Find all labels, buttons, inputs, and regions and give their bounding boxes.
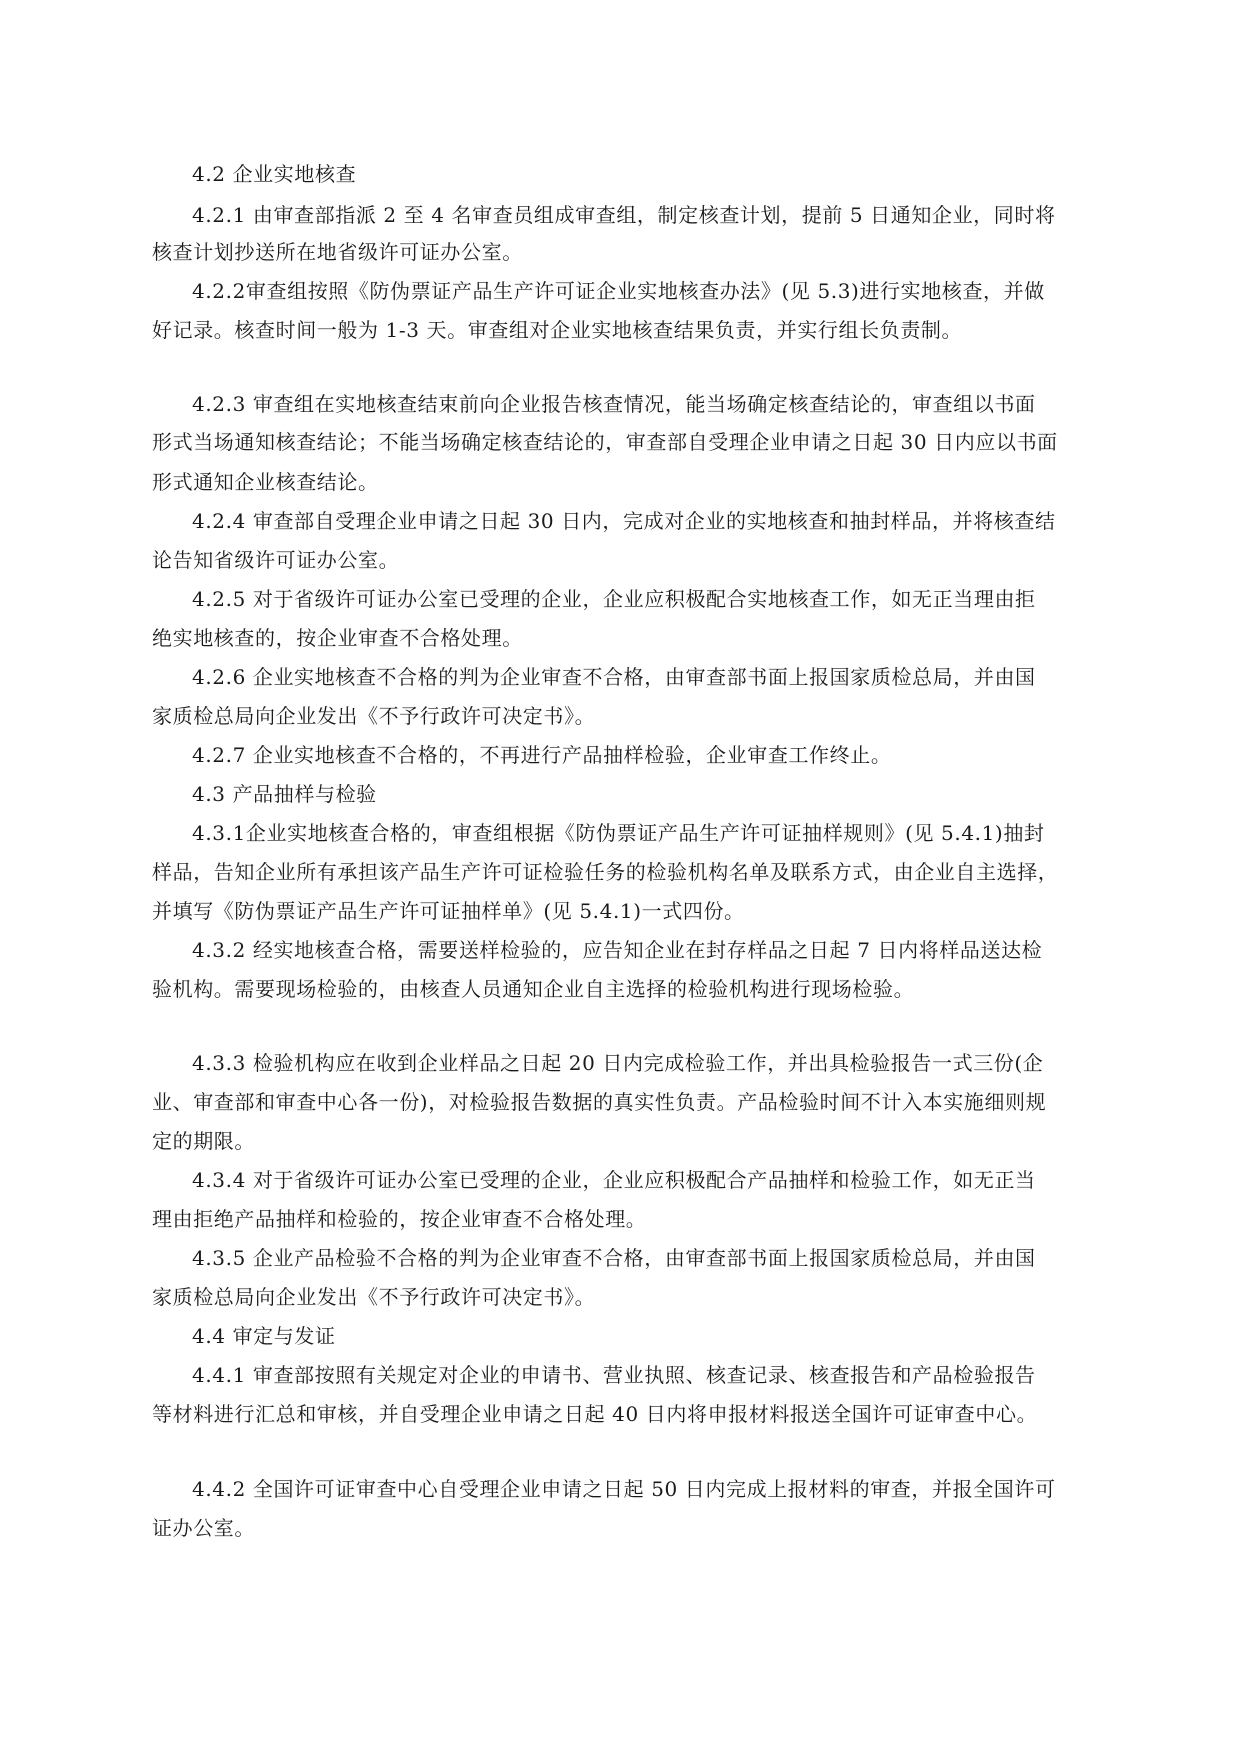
paragraph-4-3-3-line-3: 定的期限。 — [152, 1129, 255, 1153]
paragraph-4-3-1-line-1: 4.3.1企业实地核查合格的，审查组根据《防伪票证产品生产许可证抽样规则》(见 5.4.1)抽封 — [192, 821, 1045, 845]
paragraph-4-2-4-line-2: 论告知省级许可证办公室。 — [152, 548, 400, 572]
paragraph-4-2-5-line-2: 绝实地核查的，按企业审查不合格处理。 — [152, 626, 523, 650]
paragraph-4-2-7: 4.2.7 企业实地核查不合格的，不再进行产品抽样检验，企业审查工作终止。 — [192, 743, 892, 767]
section-heading-4-2: 4.2 企业实地核查 — [192, 162, 357, 186]
paragraph-4-2-6-line-1: 4.2.6 企业实地核查不合格的判为企业审查不合格，由审查部书面上报国家质检总局，并由国 — [192, 665, 1036, 689]
paragraph-4-2-3-line-3: 形式通知企业核查结论。 — [152, 470, 379, 494]
paragraph-4-4-2-line-1: 4.4.2 全国许可证审查中心自受理企业申请之日起 50 日内完成上报材料的审查，并报全国许可 — [192, 1477, 1056, 1501]
paragraph-4-3-2-line-2: 验机构。需要现场检验的，由核查人员通知企业自主选择的检验机构进行现场检验。 — [152, 977, 915, 1001]
paragraph-4-2-1-line-2: 核查计划抄送所在地省级许可证办公室。 — [152, 240, 523, 264]
section-heading-4-4: 4.4 审定与发证 — [192, 1324, 336, 1348]
paragraph-4-3-3-line-1: 4.3.3 检验机构应在收到企业样品之日起 20 日内完成检验工作，并出具检验报告一式三份(企 — [192, 1051, 1044, 1075]
paragraph-4-2-4-line-1: 4.2.4 审查部自受理企业申请之日起 30 日内，完成对企业的实地核查和抽封样品，并将核查结 — [192, 509, 1056, 533]
paragraph-4-3-3-line-2: 业、审查部和审查中心各一份)，对检验报告数据的真实性负责。产品检验时间不计入本实施细则规 — [152, 1090, 1047, 1114]
paragraph-4-3-1-line-2: 样品，告知企业所有承担该产品生产许可证检验任务的检验机构名单及联系方式，由企业自主选择， — [152, 860, 1059, 884]
paragraph-4-3-5-line-1: 4.3.5 企业产品检验不合格的判为企业审查不合格，由审查部书面上报国家质检总局，并由国 — [192, 1246, 1036, 1270]
paragraph-4-2-5-line-1: 4.2.5 对于省级许可证办公室已受理的企业，企业应积极配合实地核查工作，如无正当理由拒 — [192, 587, 1036, 611]
paragraph-4-3-4-line-2: 理由拒绝产品抽样和检验的，按企业审查不合格处理。 — [152, 1207, 647, 1231]
paragraph-4-4-1-line-2: 等材料进行汇总和审核，并自受理企业申请之日起 40 日内将申报材料报送全国许可证审查中心。 — [152, 1402, 1038, 1426]
paragraph-4-3-4-line-1: 4.3.4 对于省级许可证办公室已受理的企业，企业应积极配合产品抽样和检验工作，如无正当 — [192, 1168, 1036, 1192]
paragraph-4-3-2-line-1: 4.3.2 经实地核查合格，需要送样检验的，应告知企业在封存样品之日起 7 日内将样品送达检 — [192, 938, 1043, 962]
paragraph-4-2-3-line-2: 形式当场通知核查结论；不能当场确定核查结论的，审查部自受理企业申请之日起 30 日内应以书面 — [152, 430, 1058, 454]
paragraph-4-2-2-line-2: 好记录。核查时间一般为 1-3 天。审查组对企业实地核查结果负责，并实行组长负责制。 — [152, 318, 963, 342]
paragraph-4-2-6-line-2: 家质检总局向企业发出《不予行政许可决定书》。 — [152, 704, 596, 728]
paragraph-4-4-2-line-2: 证办公室。 — [152, 1516, 255, 1540]
paragraph-4-2-3-line-1: 4.2.3 审查组在实地核查结束前向企业报告核查情况，能当场确定核查结论的，审查组以书面 — [192, 392, 1036, 416]
paragraph-4-2-1-line-1: 4.2.1 由审查部指派 2 至 4 名审查员组成审查组，制定核查计划，提前 5 日通知企业，同时将 — [192, 203, 1056, 227]
paragraph-4-3-5-line-2: 家质检总局向企业发出《不予行政许可决定书》。 — [152, 1285, 596, 1309]
paragraph-4-4-1-line-1: 4.4.1 审查部按照有关规定对企业的申请书、营业执照、核查记录、核查报告和产品检验报告 — [192, 1363, 1036, 1387]
section-heading-4-3: 4.3 产品抽样与检验 — [192, 782, 377, 806]
paragraph-4-2-2-line-1: 4.2.2审查组按照《防伪票证产品生产许可证企业实地核查办法》(见 5.3)进行实地核查，并做 — [192, 279, 1045, 303]
paragraph-4-3-1-line-3: 并填写《防伪票证产品生产许可证抽样单》(见 5.4.1)一式四份。 — [152, 899, 745, 923]
